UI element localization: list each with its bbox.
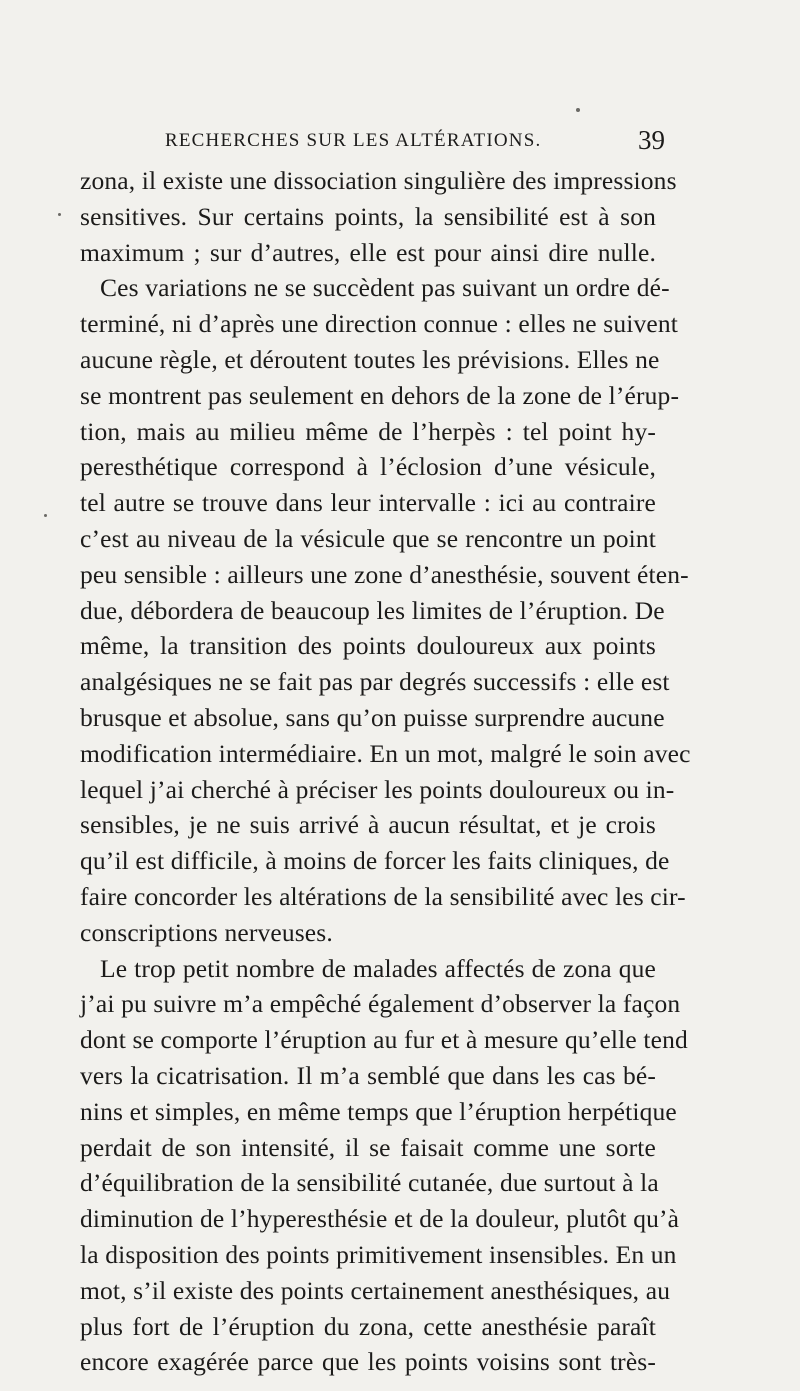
text-line: peu sensible : ailleurs une zone d’anesthésie, souvent éten- bbox=[80, 559, 689, 589]
text-line: d’équilibration de la sensibilité cutanée, due surtout à la bbox=[80, 1168, 659, 1198]
text-line: peresthétique correspond à l’éclosion d’une vésicule, bbox=[80, 452, 656, 482]
text-line: encore exagérée parce que les points voisins sont très- bbox=[80, 1347, 656, 1377]
text-line: tion, mais au milieu même de l’herpès : tel point hy- bbox=[80, 416, 656, 446]
text-line: c’est au niveau de la vésicule que se rencontre un point bbox=[80, 523, 656, 553]
print-speck bbox=[58, 213, 61, 216]
text-line: même, la transition des points douloureux aux points bbox=[80, 631, 656, 661]
text-line: conscriptions nerveuses. bbox=[80, 917, 333, 947]
page-header bbox=[165, 125, 665, 160]
text-line: se montrent pas seulement en dehors de la zone de l’érup- bbox=[80, 380, 680, 410]
text-line: plus fort de l’éruption du zona, cette anesthésie paraît bbox=[80, 1311, 656, 1341]
text-line: sensibles, je ne suis arrivé à aucun résultat, et je crois bbox=[80, 810, 656, 840]
text-line: diminution de l’hyperesthésie et de la douleur, plutôt qu’à bbox=[80, 1204, 680, 1234]
text-line: maximum ; sur d’autres, elle est pour ainsi dire nulle. bbox=[80, 237, 656, 267]
text-line: mot, s’il existe des points certainement anesthésiques, au bbox=[80, 1275, 671, 1305]
text-line: j’ai pu suivre m’a empêché également d’observer la façon bbox=[80, 989, 681, 1019]
text-line: terminé, ni d’après une direction connue : elles ne suivent bbox=[80, 309, 678, 339]
text-line: la disposition des points primitivement insensibles. En un bbox=[80, 1239, 677, 1269]
body-text bbox=[80, 163, 691, 1380]
text-line: brusque et absolue, sans qu’on puisse surprendre aucune bbox=[80, 702, 665, 732]
print-speck bbox=[576, 108, 580, 112]
text-line: due, débordera de beaucoup les limites de l’éruption. De bbox=[80, 595, 665, 625]
text-line: lequel j’ai cherché à préciser les points douloureux ou in- bbox=[80, 774, 675, 804]
page-number: 39 bbox=[638, 125, 665, 155]
text-line: modification intermédiaire. En un mot, malgré le soin avec bbox=[80, 738, 691, 768]
text-line: analgésiques ne se fait pas par degrés successifs : elle est bbox=[80, 667, 670, 697]
text-line: dont se comporte l’éruption au fur et à mesure qu’elle tend bbox=[80, 1025, 688, 1055]
text-line: vers la cicatrisation. Il m’a semblé que dans les cas bé- bbox=[80, 1060, 656, 1090]
text-line: tel autre se trouve dans leur intervalle : ici au contraire bbox=[80, 488, 656, 518]
text-line: Ces variations ne se succèdent pas suivant un ordre dé- bbox=[100, 273, 670, 303]
text-line: faire concorder les altérations de la sensibilité avec les cir- bbox=[80, 881, 686, 911]
text-line: zona, il existe une dissociation singulière des impressions bbox=[80, 166, 677, 195]
text-line: aucune règle, et déroutent toutes les prévisions. Elles ne bbox=[80, 344, 660, 374]
text-line: perdait de son intensité, il se faisait comme une sorte bbox=[80, 1132, 656, 1162]
text-line: nins et simples, en même temps que l’éruption herpétique bbox=[80, 1096, 677, 1126]
text-line: Le trop petit nombre de malades affectés de zona que bbox=[100, 953, 656, 983]
running-title: RECHERCHES SUR LES ALTÉRATIONS. bbox=[165, 130, 542, 151]
print-speck bbox=[44, 514, 47, 517]
text-line: qu’il est difficile, à moins de forcer les faits cliniques, de bbox=[80, 846, 670, 876]
text-line: sensitives. Sur certains points, la sensibilité est à son bbox=[80, 201, 656, 231]
